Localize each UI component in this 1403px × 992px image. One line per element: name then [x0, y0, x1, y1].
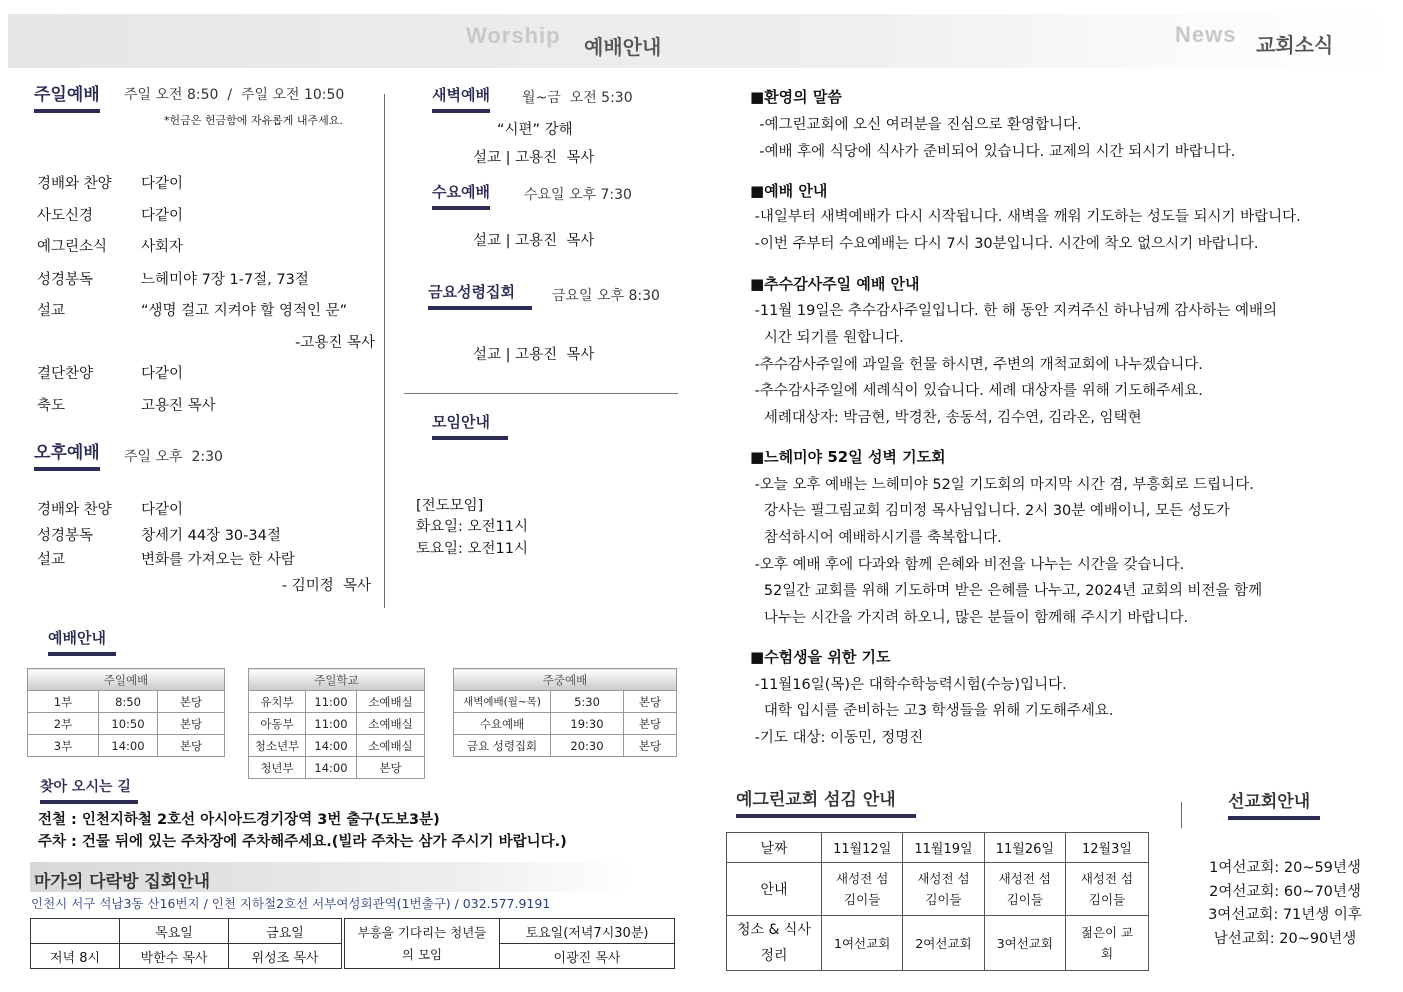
- order-value: 변화를 가져오는 한 사람: [141, 552, 295, 568]
- order-label: 축도: [37, 398, 66, 414]
- service-table: 날짜 11월12일 11월19일 11월26일 12월3일 안내 새성전 섬김이들 새성전 섬김이들 새성전 섬김이들 새성전 섬김이들 청소 & 식사정리 1여선교회 2여선교회 3여선교회 젊은이 교회: [726, 832, 1149, 971]
- sunday-worship-table: [27, 668, 225, 757]
- order-label: 설교: [37, 303, 66, 319]
- order-value: 고용진 목사: [141, 398, 216, 414]
- table-row: 청년부 14:00 본당: [249, 757, 425, 779]
- worship-ko-title: 예배안내: [584, 35, 662, 59]
- afternoon-title: 오후예배: [34, 438, 100, 471]
- wednesday-time: 수요일 오후 7:30: [524, 187, 632, 203]
- table-header: 토요일(저녁7시30분): [500, 919, 675, 944]
- sunday-time: 주일 오전 8:50 / 주일 오전 10:50: [124, 87, 345, 103]
- order-label: 사도신경: [37, 208, 94, 224]
- directions-subway: 전철 : 인천지하철 2호선 아시아드경기장역 3번 출구(도보3분): [38, 812, 440, 828]
- magga-address: 인천시 서구 석남3동 산16번지 / 인천 지하철2호선 서부여성회관역(1번출구) / 032.577.9191: [31, 896, 551, 911]
- dawn-time: 월~금 오전 5:30: [522, 90, 633, 106]
- order-label: 예그린소식: [37, 239, 108, 255]
- mission-title: 선교회안내: [1228, 787, 1320, 820]
- sermon-preacher: -고용진 목사: [295, 335, 375, 351]
- row-label: 청소 & 식사정리: [727, 916, 822, 971]
- order-value: 느헤미야 7장 1-7절, 73절: [141, 272, 309, 288]
- news-line: 참석하시어 예배하시기를 축복합니다.: [750, 530, 1002, 546]
- meeting-line: 화요일: 오전11시: [416, 519, 528, 535]
- news-line: 나누는 시간을 가지려 하오니, 많은 분들이 함께해 주시기 바랍니다.: [750, 610, 1189, 626]
- table-row: 아동부 11:00 소예배실: [249, 713, 425, 735]
- table-header: 금요일: [229, 919, 344, 944]
- sunday-title: 주일예배: [34, 80, 100, 113]
- magga-title: 마가의 다락방 집회안내: [34, 872, 211, 892]
- news-line: -11월16일(목)은 대학수학능력시험(수능)입니다.: [750, 677, 1067, 693]
- order-value: 창세기 44장 30-34절: [141, 528, 281, 544]
- magga-table: 목요일 금요일 부흥을 기다리는 청년들의 모임 토요일(저녁7시30분) 저녁 8시 박한수 목사 위성조 목사 이광진 목사: [30, 918, 675, 969]
- mission-divider: [1181, 802, 1182, 828]
- table-header: 날짜: [727, 833, 822, 863]
- news-ko-title: 교회소식: [1256, 33, 1334, 57]
- mission-line: 1여선교회: 20~59년생: [1209, 860, 1361, 876]
- table-row: 3부 14:00 본당: [28, 735, 225, 757]
- table-header: 목요일: [120, 919, 229, 944]
- dawn-preacher: 설교 | 고용진 목사: [473, 150, 595, 166]
- news-heading: ■예배 안내: [750, 182, 828, 200]
- order-label: 성경봉독: [37, 528, 94, 544]
- news-line: 강사는 필그림교회 김미정 목사님입니다. 2시 30분 예배이니, 모든 성도가: [750, 503, 1230, 519]
- news-line: -추수감사주일에 과일을 헌물 하시면, 주변의 개척교회에 나누겠습니다.: [750, 357, 1203, 373]
- sunday-note: *헌금은 헌금함에 자유롭게 내주세요.: [164, 114, 343, 127]
- worship-en-title: Worship: [466, 23, 561, 48]
- order-label: 성경봉독: [37, 272, 94, 288]
- news-line: -추수감사주일에 세례식이 있습니다. 세례 대상자를 위해 기도해주세요.: [750, 383, 1203, 399]
- news-line: -오후 예배 후에 다과와 함께 은혜와 비전을 나누는 시간을 갖습니다.: [750, 557, 1185, 573]
- order-label: 결단찬양: [37, 366, 94, 382]
- weekday-worship-table: [453, 668, 677, 757]
- friday-title: 금요성령집회: [428, 281, 532, 310]
- date-header: 11월19일: [903, 833, 984, 863]
- table-row: 2부 10:50 본당: [28, 713, 225, 735]
- table-row: 유치부 11:00 소예배실: [249, 691, 425, 713]
- afternoon-preacher: - 김미정 목사: [281, 578, 371, 594]
- row-label: 안내: [727, 863, 822, 916]
- order-value: 다같이: [141, 208, 184, 224]
- magga-time: 저녁 8시: [31, 944, 120, 969]
- sermon-title: “생명 걸고 지켜야 할 영적인 문”: [141, 303, 348, 319]
- news-line: -예그린교회에 오신 여러분을 진심으로 환영합니다.: [750, 117, 1082, 133]
- mission-line: 남선교회: 20~90년생: [1213, 930, 1357, 947]
- table-row: 청소년부 14:00 소예배실: [249, 735, 425, 757]
- meeting-line: [전도모임]: [416, 498, 484, 514]
- dawn-title: 새벽예배: [432, 84, 490, 113]
- order-value: 다같이: [141, 176, 184, 192]
- mission-line: 3여선교회: 71년생 이후: [1208, 907, 1362, 923]
- news-line: 52일간 교회를 위해 기도하며 받은 은혜를 나누고, 2024년 교회의 비전을 함께: [750, 583, 1263, 599]
- magga-revival: 부흥을 기다리는 청년들의 모임: [343, 919, 500, 969]
- meeting-line: 토요일: 오전11시: [416, 541, 528, 557]
- table-header: 주중예배: [454, 669, 677, 691]
- news-line: -이번 주부터 수요예배는 다시 7시 30분입니다. 시간에 착오 없으시기 바랍니다.: [750, 236, 1259, 252]
- dawn-series: “시편” 강해: [497, 122, 573, 138]
- date-header: 11월12일: [822, 833, 903, 863]
- service-title: 예그린교회 섬김 안내: [736, 785, 916, 818]
- sunday-school-table: [248, 668, 425, 779]
- news-line: -11월 19일은 추수감사주일입니다. 한 해 동안 지켜주신 하나님께 감사하는 예배의: [750, 303, 1278, 319]
- news-line: 시간 되기를 원합니다.: [750, 330, 904, 346]
- wednesday-title: 수요예배: [432, 181, 490, 210]
- news-line: -내일부터 새벽예배가 다시 시작됩니다. 새벽을 깨워 기도하는 성도들 되시기 바랍니다.: [750, 209, 1301, 225]
- table-row: 1부 8:50 본당: [28, 691, 225, 713]
- order-value: 사회자: [141, 239, 184, 255]
- news-heading: ■수험생을 위한 기도: [750, 648, 891, 666]
- afternoon-time: 주일 오후 2:30: [124, 449, 223, 465]
- news-line: 대학 입시를 준비하는 고3 학생들을 위해 기도해주세요.: [750, 703, 1114, 719]
- order-value: 다같이: [141, 502, 184, 518]
- table-header: 주일예배: [28, 669, 225, 691]
- news-line: 세례대상자: 박금현, 박경찬, 송동석, 김수연, 김라온, 임택현: [750, 410, 1142, 426]
- order-label: 경배와 찬양: [37, 176, 112, 192]
- mission-list: [1190, 857, 1380, 951]
- table-header: 주일학교: [249, 669, 425, 691]
- news-en-title: News: [1175, 22, 1237, 47]
- order-value: 다같이: [141, 366, 184, 382]
- friday-time: 금요일 오후 8:30: [552, 288, 660, 304]
- news-heading: ■느헤미야 52일 성벽 기도회: [750, 448, 946, 466]
- directions-title: 찾아 오시는 길: [40, 776, 138, 804]
- wednesday-preacher: 설교 | 고용진 목사: [473, 233, 595, 249]
- date-header: 11월26일: [984, 833, 1065, 863]
- friday-preacher: 설교 | 고용진 목사: [473, 347, 595, 363]
- table-row: 새벽예배(월~목) 5:30 본당: [454, 691, 677, 713]
- section-divider: [404, 393, 678, 394]
- order-label: 설교: [37, 552, 66, 568]
- news-heading: ■환영의 말씀: [750, 88, 842, 106]
- column-divider: [384, 94, 385, 608]
- news-heading: ■추수감사주일 예배 안내: [750, 275, 920, 293]
- news-line: -예배 후에 식당에 식사가 준비되어 있습니다. 교제의 시간 되시기 바랍니다.: [750, 144, 1236, 160]
- table-row: 수요예배 19:30 본당: [454, 713, 677, 735]
- news-line: -기도 대상: 이동민, 정명진: [750, 730, 924, 746]
- meeting-title: 모임안내: [432, 411, 508, 440]
- date-header: 12월3일: [1065, 833, 1148, 863]
- news-line: -오늘 오후 예배는 느헤미야 52일 기도회의 마지막 시간 겸, 부흥회로 드립니다.: [750, 477, 1254, 493]
- table-row: 금요 성령집회 20:30 본당: [454, 735, 677, 757]
- mission-line: 2여선교회: 60~70년생: [1209, 883, 1361, 900]
- worship-info-title: 예배안내: [48, 627, 116, 656]
- order-label: 경배와 찬양: [37, 502, 112, 518]
- directions-parking: 주차 : 건물 뒤에 있는 주차장에 주차해주세요.(빌라 주차는 삼가 주시기 바랍니다.): [38, 834, 567, 850]
